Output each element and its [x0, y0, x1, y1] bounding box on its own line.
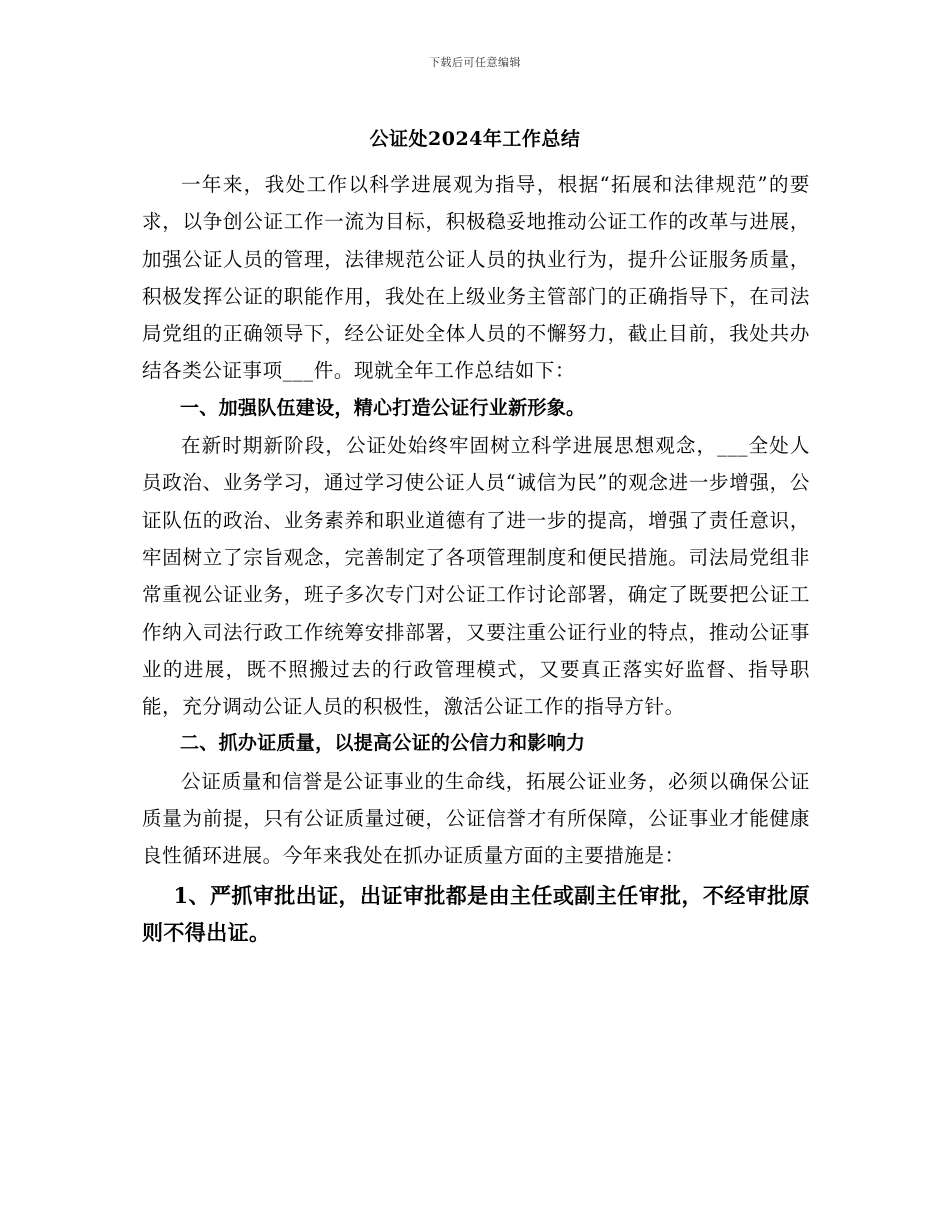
section-heading-2: 二、抓办证质量，以提高公证的公信力和影响力 — [180, 732, 586, 755]
section-heading-1: 一、加强队伍建设，精心打造公证行业新形象。 — [180, 396, 586, 419]
section-1-paragraph: 在新时期新阶段，公证处始终牢固树立科学进展思想观念，___全处人员政治、业务学习，通过学习使公证人员“诚信为民”的观念进一步增强，公证队伍的政治、业务素养和职业道德有了进一步的提高，增强了责任意识，牢固树立了宗旨观念，完善制定了各项管理制度和便民措施。司法局党组非常重视公证业务，班子多次专门对公证工作讨论部署，确定了既要把公证工作纳入司法行政工作统筹安排部署，又要注重公证行业的特点，推动公证事业的进展，既不照搬过去的行政管理模式，又要真正落实好监督、指导职能，充分调动公证人员的积极性，激活公证工作的指导方针。 — [142, 434, 810, 719]
page-header-note: 下载后可任意编辑 — [429, 56, 521, 69]
section-2-paragraph: 公证质量和信誉是公证事业的生命线，拓展公证业务，必须以确保公证质量为前提，只有公证质量过硬，公证信誉才有所保障，公证事业才能健康良性循环进展。今年来我处在抓办证质量方面的主要措施是： — [142, 769, 810, 868]
subsection-heading-1: 1、严抓审批出证，出证审批都是由主任或副主任审批，不经审批原则不得出证。 — [142, 882, 810, 945]
intro-paragraph: 一年来，我处工作以科学进展观为指导，根据“拓展和法律规范”的要求，以争创公证工作一流为目标，积极稳妥地推动公证工作的改革与进展，加强公证人员的管理，法律规范公证人员的执业行为，提升公证服务质量，积极发挥公证的职能作用，我处在上级业务主管部门的正确指导下，在司法局党组的正确领导下，经公证处全体人员的不懈努力，截止目前，我处共办结各类公证事项___件。现就全年工作总结如下： — [142, 173, 810, 383]
document-body — [142, 166, 810, 951]
document-title: 公证处2024年工作总结 — [369, 128, 581, 150]
